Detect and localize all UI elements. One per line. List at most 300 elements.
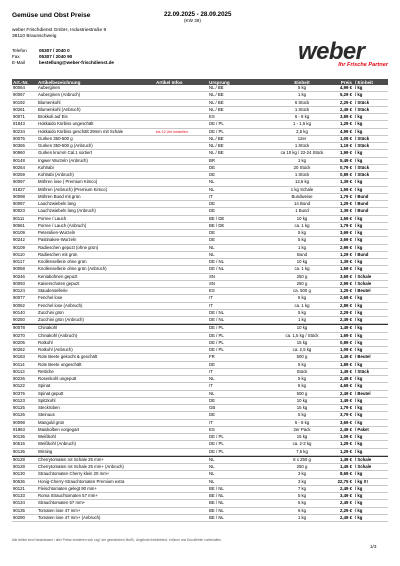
price: 2,29 € (340, 99, 352, 105)
price-table (12, 85, 388, 522)
price: 2,69 € (340, 295, 352, 301)
unit: 10 kg (296, 215, 308, 221)
table-row (12, 479, 388, 486)
table-row (12, 434, 388, 441)
price: 1,59 € (340, 186, 352, 192)
table-row (12, 441, 388, 448)
unit: Stück (296, 368, 308, 374)
table-row (12, 493, 388, 500)
article-number: 90261 (13, 106, 25, 112)
price: 1,59 € (340, 266, 352, 272)
price-unit: / kg (355, 376, 363, 381)
origin: NL (209, 244, 215, 250)
article-number: 90136 (13, 434, 25, 439)
article-name: Auberginen (38, 85, 60, 90)
company-name: weber Frischdienst GmbH, Industriestraße 9 (12, 28, 107, 33)
article-number: 90136 (13, 448, 25, 454)
price-unit: / kg (355, 186, 363, 192)
origin: BE / DE (209, 222, 225, 228)
table-row (12, 369, 388, 376)
price-unit: / Stück (355, 368, 370, 374)
origin: NL (209, 478, 215, 484)
price-unit: / kg (355, 179, 363, 185)
table-row (12, 150, 388, 157)
origin: NL / BE (209, 150, 224, 156)
table-row (12, 420, 388, 427)
price: 4,99 € (340, 128, 352, 134)
origin: IT (209, 419, 213, 425)
price-unit: / kg (355, 114, 363, 119)
article-number: 90067 (13, 92, 25, 98)
table-row (12, 121, 388, 128)
price: 3,89 € (340, 114, 352, 119)
article-number: 90183 (13, 354, 25, 360)
unit: 1 Stück (294, 143, 310, 148)
table-row (12, 237, 388, 244)
price-unit: / kg (355, 419, 363, 425)
price-unit: / Stück (355, 143, 370, 148)
origin: DE (209, 397, 215, 403)
table-row (12, 223, 388, 230)
price: 2,29 € (340, 309, 352, 315)
origin: NL / BE (209, 85, 224, 90)
origin: ES (209, 114, 215, 119)
price: 2,29 € (340, 507, 352, 513)
price-period: 22.09.2025 - 28.09.2025 (164, 11, 232, 18)
article-name: Tomaten lose 47 mm+ (Anbruch) (38, 514, 101, 520)
price-unit: / kg (355, 266, 363, 272)
unit: 20 Stück (293, 164, 311, 170)
price: 1,49 € (340, 354, 352, 360)
price: 3,69 € (340, 230, 352, 235)
table-row (12, 295, 388, 302)
article-name: Rotkohl (Anbruch) (38, 347, 73, 352)
price: 1,39 € (340, 179, 352, 185)
price-unit: / Beutel (355, 390, 371, 396)
col-name: Artikelbezeichnung (38, 79, 81, 85)
table-row (12, 266, 388, 273)
origin: BE / DE (209, 215, 225, 221)
unit: 12,5 kg (294, 179, 310, 185)
price-unit: / kg (355, 500, 363, 506)
unit: 1 kg (297, 317, 307, 322)
article-name: Porree / Lauch (Anbruch) (38, 222, 87, 228)
price: 1,09 € (340, 434, 352, 439)
unit: 1 kg (297, 514, 307, 520)
article-name: Knollensellerie ohne grün (Anbruch) (38, 266, 107, 272)
table-row (12, 515, 388, 522)
price-unit: / kg (355, 493, 363, 498)
price: 1,39 € (340, 208, 352, 214)
article-name: Radieschen gepuzt (ohne grün) (38, 244, 99, 250)
unit: Bund (296, 251, 308, 257)
article-name: Fleischtomaten gelegt 90 mm+ (38, 485, 97, 491)
unit: 1 Stück (294, 106, 310, 112)
origin: GB (209, 405, 216, 410)
table-row (12, 333, 388, 340)
article-name: Spitzkohl (38, 397, 56, 403)
price: 1,39 € (340, 259, 352, 264)
unit: 8 x 250 g (293, 456, 311, 462)
unit: 6 - 8 kg (294, 114, 310, 119)
col-per: / Einheit (355, 79, 373, 85)
price: 2,49 € (340, 317, 352, 322)
col-info: Artikel Infos (156, 79, 183, 85)
origin: DE / PL (209, 448, 224, 454)
table-row (12, 376, 388, 383)
article-name: Lauchzwiebeln lang (Anbruch) (38, 208, 96, 214)
price-unit: / kg (355, 485, 363, 491)
unit: ca. 2-3 kg (292, 441, 312, 447)
price-unit: / kg (355, 230, 363, 235)
price-unit: / kg (355, 128, 363, 134)
article-number: 90098 (13, 419, 25, 425)
price: 0,89 € (340, 172, 352, 177)
unit: ca. 2,5 kg (292, 347, 312, 352)
price: 1,49 € (340, 397, 352, 403)
price-unit: / kg (355, 325, 363, 331)
price: 2,49 € (340, 500, 352, 506)
price-unit: / Bund (355, 208, 369, 214)
article-name: Spinat (38, 383, 51, 389)
price-unit: / kg (355, 361, 363, 367)
unit: 1 kg (297, 92, 307, 98)
price-unit: / Bund (355, 251, 369, 257)
table-row (12, 456, 388, 464)
price: 1,49 € (340, 325, 352, 331)
unit: 5 kg (297, 376, 307, 381)
price-unit: / Beutel (355, 288, 371, 293)
price: 1,89 € (340, 361, 352, 367)
price: 2,49 € (340, 106, 352, 112)
table-row (12, 136, 388, 143)
page-title: Gemüse und Obst Preise (12, 12, 91, 19)
article-number: 91863 (13, 426, 25, 432)
origin: NL (209, 179, 215, 185)
article-name: Fenchel lose (Anbruch) (38, 302, 83, 308)
unit: 500 g (296, 354, 308, 360)
origin: BE / NL (209, 514, 224, 520)
price-unit: / kg (355, 157, 363, 163)
unit: 250 g (296, 464, 308, 469)
article-name: Weißkohl (38, 434, 56, 439)
article-name: Knollensellerie ohne grün (38, 259, 87, 264)
price: 0,79 € (340, 164, 352, 170)
origin: DE / NL (209, 259, 225, 264)
article-number: 90123 (13, 397, 25, 403)
origin: BE / NL (209, 485, 224, 491)
article-number: 90122 (13, 383, 25, 389)
table-row (12, 194, 388, 201)
article-name: Chinakohl (38, 325, 58, 331)
origin: DE / PL (209, 441, 224, 447)
unit: 10 kg (296, 325, 308, 331)
unit: 5 kg (297, 412, 307, 418)
origin: DE / NL (209, 317, 225, 322)
article-number: 90110 (13, 251, 25, 257)
calendar-week: (KW 39) (184, 18, 201, 23)
table-row (12, 129, 388, 136)
article-name: Steckrüben (38, 405, 60, 410)
article-number: 90125 (13, 405, 25, 410)
price-unit: / kg (355, 237, 363, 243)
table-row (12, 508, 388, 515)
article-name: Hokkaido Kürbiss ungeschält (38, 121, 94, 127)
phone-label: Telefon (12, 48, 27, 53)
price-unit: / Bund (355, 201, 369, 206)
price: 2,89 € (340, 302, 352, 308)
price: 1,29 € (340, 288, 352, 293)
contact-block (12, 48, 114, 67)
article-name: Steinuus (38, 412, 55, 418)
origin: DE (209, 172, 215, 177)
origin: DE / PL (209, 121, 224, 127)
email-link[interactable]: bestellung@weber-frischdienst.de (39, 60, 114, 66)
table-row (12, 383, 388, 390)
article-name: Strauchtomaten 57 mm+ (38, 500, 86, 506)
article-number: 90234 (13, 128, 25, 134)
price-unit: / kg (355, 471, 363, 477)
price: 4,99 € (340, 85, 352, 90)
price: 2,99 € (340, 280, 352, 286)
article-number: 90516 (13, 441, 25, 447)
price: 2,49 € (340, 514, 352, 520)
table-row (12, 303, 388, 310)
price-unit: / kg (355, 222, 363, 228)
logo-tagline: Ihr Frische Partner (338, 62, 388, 68)
article-number: 90098 (13, 193, 25, 199)
table-row (12, 165, 388, 172)
unit: 5 kg (297, 230, 307, 235)
unit: 5 - 8 kg (294, 419, 310, 425)
article-number: 90128 (13, 456, 25, 462)
price: 2,49 € (340, 390, 352, 396)
unit: 6 Stück (294, 99, 310, 105)
origin: ES (209, 426, 215, 432)
article-name: Spinat geputt (38, 390, 64, 396)
price-unit: / kg !!! (355, 478, 368, 484)
unit: 5 kg (297, 383, 307, 389)
col-price: Preis (340, 79, 352, 85)
article-name: Lauchzwiebeln lang (38, 201, 76, 206)
article-number: 90117 (13, 259, 25, 264)
unit: ca. 1 kg (294, 222, 310, 228)
price-unit: / kg (355, 92, 363, 98)
price-unit: / kg (355, 302, 363, 308)
price-unit: / kg (355, 507, 363, 513)
table-row (12, 347, 388, 354)
unit: Bundweise (291, 193, 313, 199)
price-unit: / kg (355, 347, 363, 352)
table-row (12, 281, 388, 288)
origin: BR (209, 157, 215, 163)
article-name: Cherrytomaten rot Schale 25 mm+ (38, 456, 104, 462)
article-name: Ingwer Wurzeln (Anbruch) (38, 157, 88, 163)
unit: 2er Pack (293, 426, 311, 432)
price-unit: / Schale (355, 464, 372, 469)
unit: 1 kg (297, 157, 307, 163)
price: 2,49 € (340, 426, 352, 432)
unit: 2,5 kg (296, 128, 308, 134)
article-name: Porree / Lauch (38, 215, 67, 221)
article-number: 90536 (13, 478, 25, 484)
article-name: Gurken 350-500 g (38, 135, 73, 141)
origin: NL / BE (209, 106, 224, 112)
price-unit: / kg (355, 244, 363, 250)
table-row (12, 252, 388, 259)
article-number: 90071 (13, 114, 25, 119)
price: 4,69 € (340, 383, 352, 389)
unit: 6 kg (297, 507, 307, 513)
article-name: Rote Beete ungeschält (38, 361, 82, 367)
article-number: 91843 (13, 121, 25, 127)
article-name: Chinakohl (Anbruch) (38, 332, 78, 338)
col-origin: Ursprung (209, 79, 230, 85)
origin: NL (209, 251, 215, 257)
article-name: Maiskolben vorgegart (38, 426, 80, 432)
origin: NL (209, 456, 215, 462)
article-number: 90114 (13, 361, 25, 367)
table-row (12, 398, 388, 405)
article-number: 90264 (13, 164, 25, 170)
unit: 10 kg (296, 259, 308, 264)
unit: 3 kg (297, 478, 307, 484)
price: 1,79 € (340, 193, 352, 199)
origin: IT (209, 368, 213, 374)
price-unit: / Schale (355, 273, 372, 279)
article-number: 90064 (13, 85, 25, 90)
price-unit: / Schale (355, 456, 372, 462)
table-row (12, 354, 388, 361)
unit: 15 kg (296, 405, 308, 410)
article-number: 90058 (13, 266, 25, 272)
price: 1,49 € (340, 464, 352, 469)
price: 0,89 € (340, 339, 352, 345)
article-number: 90109 (13, 230, 25, 235)
article-name: Keniabohnen gepuzt (38, 273, 78, 279)
price-unit: / kg (355, 309, 363, 315)
origin: NL (209, 390, 215, 396)
origin: DE / PL (209, 347, 224, 352)
unit: 3 kg (297, 471, 307, 477)
origin: DE / PL (209, 325, 224, 331)
price: 1,29 € (340, 201, 352, 206)
article-name: Pastinaken-Wurzeln (38, 237, 77, 243)
price-unit: / kg (355, 215, 363, 221)
unit: ca. 1 kg (294, 266, 310, 272)
table-row (12, 259, 388, 266)
article-number: 90130 (13, 471, 25, 477)
unit: 7 kg (297, 485, 307, 491)
article-name: Rettiche (38, 368, 54, 374)
article-name: Gurken krumm Cal.1 sortiert (38, 150, 92, 156)
price-unit: / kg (355, 448, 363, 454)
price: 3,69 € (340, 273, 352, 279)
price: 2,49 € (340, 485, 352, 491)
unit: ca. 1,5 kg / Stück (285, 332, 319, 338)
article-number: 90376 (13, 390, 25, 396)
price: 5,29 € (340, 92, 352, 98)
table-row (12, 100, 388, 107)
table-row (12, 464, 388, 471)
origin: NL / BE (209, 92, 224, 98)
origin: NL (209, 464, 215, 469)
table-row (12, 274, 388, 281)
price-unit: / kg (355, 259, 363, 264)
article-number: 91827 (13, 186, 25, 192)
unit: 5 kg (297, 295, 307, 301)
origin: NL / BE (209, 135, 224, 141)
article-name: Wirsing (38, 448, 53, 454)
article-name: Cherrytomaten rot Schale 25 mm+ (Anbruch) (38, 464, 124, 469)
page-number: 1/3 (370, 544, 377, 549)
price: 1,99 € (340, 150, 352, 156)
article-name: Rote Beete gekocht & geschält (38, 354, 98, 360)
table-row (12, 158, 388, 165)
table-row (12, 92, 388, 99)
origin: DE (209, 208, 215, 214)
col-art: Art.-Nr. (13, 79, 29, 85)
table-row (12, 179, 388, 186)
article-name: Weißkohl (Anbruch) (38, 441, 76, 447)
unit: 5 kg (297, 85, 307, 90)
article-number: 90960 (13, 150, 25, 156)
article-name: Möhren lose ( Premium Kimco) (38, 179, 98, 185)
table-row (12, 317, 388, 324)
article-name: Tomaten lose 47 mm+ (38, 507, 81, 513)
origin: ES (209, 288, 215, 293)
unit: 5 kg (297, 493, 307, 498)
origin: NL / BE (209, 143, 224, 148)
email-label: E-Mail (12, 60, 26, 66)
price: 1,29 € (340, 441, 352, 447)
article-number: 90121 (13, 485, 25, 491)
table-row (12, 201, 388, 208)
article-number: 90126 (13, 412, 25, 418)
price-unit: / kg (355, 121, 363, 127)
unit: 15 kg (296, 339, 308, 345)
article-number: 90134 (13, 500, 25, 506)
origin: BE / NL (209, 493, 224, 498)
article-name: Rosenkohl ungeputt (38, 376, 77, 381)
table-row (12, 449, 388, 456)
price-unit: / Stück (355, 99, 370, 105)
article-number: 90290 (13, 514, 25, 520)
article-name: Kaiserschoten gepuzt (38, 280, 80, 286)
article-number: 90242 (13, 237, 25, 243)
price: 1,79 € (340, 405, 352, 410)
article-name: Auberginen (Anbruch) (38, 92, 81, 98)
origin: NL / BE (209, 99, 224, 105)
table-row (12, 362, 388, 369)
article-name: Gurken 350-500 g (Anbruch) (38, 143, 93, 148)
article-number: 90270 (13, 332, 25, 338)
origin: IT (209, 383, 213, 389)
origin: NL (209, 186, 215, 192)
price-unit: / Bund (355, 193, 369, 199)
article-name: Blumenkohl (38, 99, 61, 105)
price-unit: / Schale (355, 280, 372, 286)
origin: DE (209, 361, 215, 367)
price-unit: / kg (355, 332, 363, 338)
unit: 500 g (296, 390, 308, 396)
unit: 5 kg (297, 309, 307, 315)
unit: 14 Bund (293, 201, 311, 206)
price: 3,79 € (340, 412, 352, 418)
origin: DE (209, 412, 215, 418)
price: 1,79 € (340, 222, 352, 228)
origin: BE / NL (209, 507, 224, 513)
